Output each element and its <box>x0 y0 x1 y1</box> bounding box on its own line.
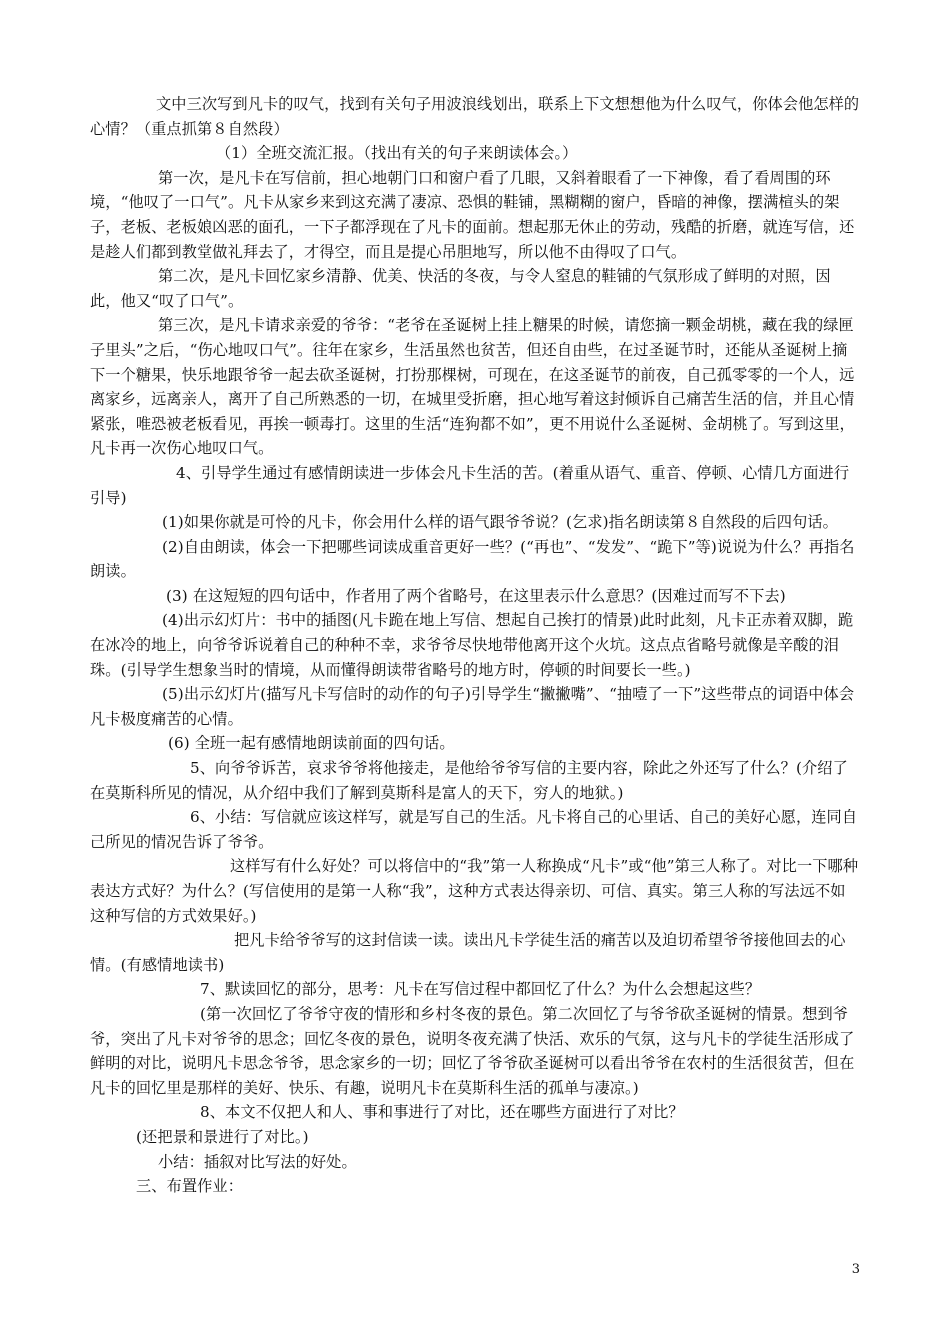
paragraph-second-sigh: 第二次，是凡卡回忆家乡清静、优美、快活的冬夜，与令人窒息的鞋铺的气氛形成了鲜明的对照，因此，他又“叹了口气”。 <box>90 267 831 310</box>
paragraph-step-4-6: (6) 全班一起有感情地朗读前面的四句话。 <box>168 734 455 753</box>
paragraph-step-8: 8、本文不仅把人和人、事和事进行了对比，还在哪些方面进行了对比？ <box>200 1103 684 1122</box>
paragraph-step-6-summary: 6、小结：写信就应该这样写，就是写自己的生活。凡卡将自己的心里话、自己的美好心愿，连同自己所见的情况告诉了爷爷。 <box>90 808 858 851</box>
paragraph-step-4-1: (1)如果你就是可怜的凡卡，你会用什么样的语气跟爷爷说？(乞求)指名朗读第８自然段的后四句话。 <box>162 513 838 532</box>
paragraph-first-sigh: 第一次，是凡卡在写信前，担心地朝门口和窗户看了几眼，又斜着眼看了一下神像，看了看周围的环境，“他叹了一口气”。凡卡从家乡来到这充满了凄凉、恐惧的鞋铺，黑糊糊的窗户，昏暗的神像，摆满楦头的架子，老板、老板娘凶恶的面孔，一下子都浮现在了凡卡的面前。想起那无休止的劳动，残酷的折磨，就连写信，还是趁人们都到教堂做礼拜去了，才得空，而且是提心吊胆地写，所以他不由得叹了口气。 <box>90 168 855 261</box>
paragraph-step-4-5: (5)出示幻灯片(描写凡卡写信时的动作的句子)引导学生“撇撇嘴”、“抽噎了一下”这些带点的词语中体会凡卡极度痛苦的心情。 <box>90 685 855 728</box>
paragraph-step-4-4: (4)出示幻灯片：书中的插图(凡卡跪在地上写信、想起自己挨打的情景)此时此刻，凡卡正赤着双脚，跪在冰冷的地上，向爷爷诉说着自己的种种不幸，求爷爷尽快地带他离开这个火坑。这点点省略号就像是辛酸的泪珠。(引导学生想象当时的情境，从而懂得朗读带省略号的地方时，停顿的时间要长一些。) <box>90 611 854 679</box>
paragraph-step-4: 4、引导学生通过有感情朗读进一步体会凡卡生活的苦。(着重从语气、重音、停顿、心情几方面进行引导) <box>90 463 850 507</box>
paragraph-sighs-question: 文中三次写到凡卡的叹气，找到有关句子用波浪线划出，联系上下文想想他为什么叹气，你体会他怎样的心情？（重点抓第８自然段） <box>90 95 860 138</box>
paragraph-recall-answer: (第一次回忆了爷爷守夜的情形和乡村冬夜的景色。第二次回忆了与爷爷砍圣诞树的情景。想到爷爷，突出了凡卡对爷爷的思念；回忆冬夜的景色，说明冬夜充满了快活、欢乐的气氛，这与凡卡的学徒生活形成了鲜明的对比，说明凡卡思念爷爷，思念家乡的一切；回忆了爷爷砍圣诞树可以看出爷爷在农村的生活很贫苦，但在凡卡的回忆里是那样的美好、快乐、有趣，说明凡卡在莫斯科生活的孤单与凄凉。) <box>90 1004 855 1097</box>
paragraph-third-sigh: 第三次，是凡卡请求亲爱的爷爷：“老爷在圣诞树上挂上糖果的时候，请您摘一颗金胡桃，藏在我的绿匣子里头”之后，“伤心地叹口气”。往年在家乡，生活虽然也贫苦，但还自由些，在过圣诞节时，还能从圣诞树上摘下一个糖果，快乐地跟爷爷一起去砍圣诞树，打扮那棵树，可现在，在这圣诞节的前夜，自己孤零零的一个人，远离家乡，远离亲人，离开了自己所熟悉的一切，在城里受折磨，担心地写着这封倾诉自己痛苦生活的信，并且心情紧张，唯恐被老板看见，再挨一顿毒打。这里的生活“连狗都不如”，更不用说什么圣诞树、金胡桃了。写到这里，凡卡再一次伤心地叹口气。 <box>90 316 855 458</box>
paragraph-benefit-question: 这样写有什么好处？可以将信中的“我”第一人称换成“凡卡”或“他”第三人称了。对比一下哪种表达方式好？为什么？(写信使用的是第一人称“我”，这种方式表达得亲切、可信、真实。第三人称的写法远不如这种写信的方式效果好。) <box>90 857 859 925</box>
paragraph-step-4-2: (2)自由朗读，体会一下把哪些词读成重音更好一些？(“再也”、“发发”、“跪下”等)说说为什么？再指名朗读。 <box>90 537 855 581</box>
page-number: 3 <box>851 1262 860 1277</box>
paragraph-class-report: （1）全班交流汇报。（找出有关的句子来朗读体会。） <box>216 144 578 163</box>
paragraph-step-4-3: (3) 在这短短的四句话中，作者用了两个省略号，在这里表示什么意思？(因难过而写不下去) <box>166 586 786 605</box>
paragraph-step-8-answer: (还把景和景进行了对比。) <box>136 1127 309 1146</box>
paragraph-homework-heading: 三、布置作业： <box>136 1177 244 1196</box>
paragraph-step-7: 7、默读回忆的部分，思考：凡卡在写信过程中都回忆了什么？为什么会想起这些？ <box>200 980 761 999</box>
paragraph-summary: 小结：插叙对比写法的好处。 <box>158 1152 357 1171</box>
paragraph-step-5: 5、向爷爷诉苦，哀求爷爷将他接走，是他给爷爷写信的主要内容，除此之外还写了什么？(介绍了在莫斯科所见的情况，从介绍中我们了解到莫斯科是富人的天下，穷人的地狱。) <box>90 759 848 802</box>
document-body <box>90 92 860 1199</box>
paragraph-read-letter: 把凡卡给爷爷写的这封信读一读。读出凡卡学徒生活的痛苦以及迫切希望爷爷接他回去的心情。(有感情地读书) <box>90 931 846 974</box>
